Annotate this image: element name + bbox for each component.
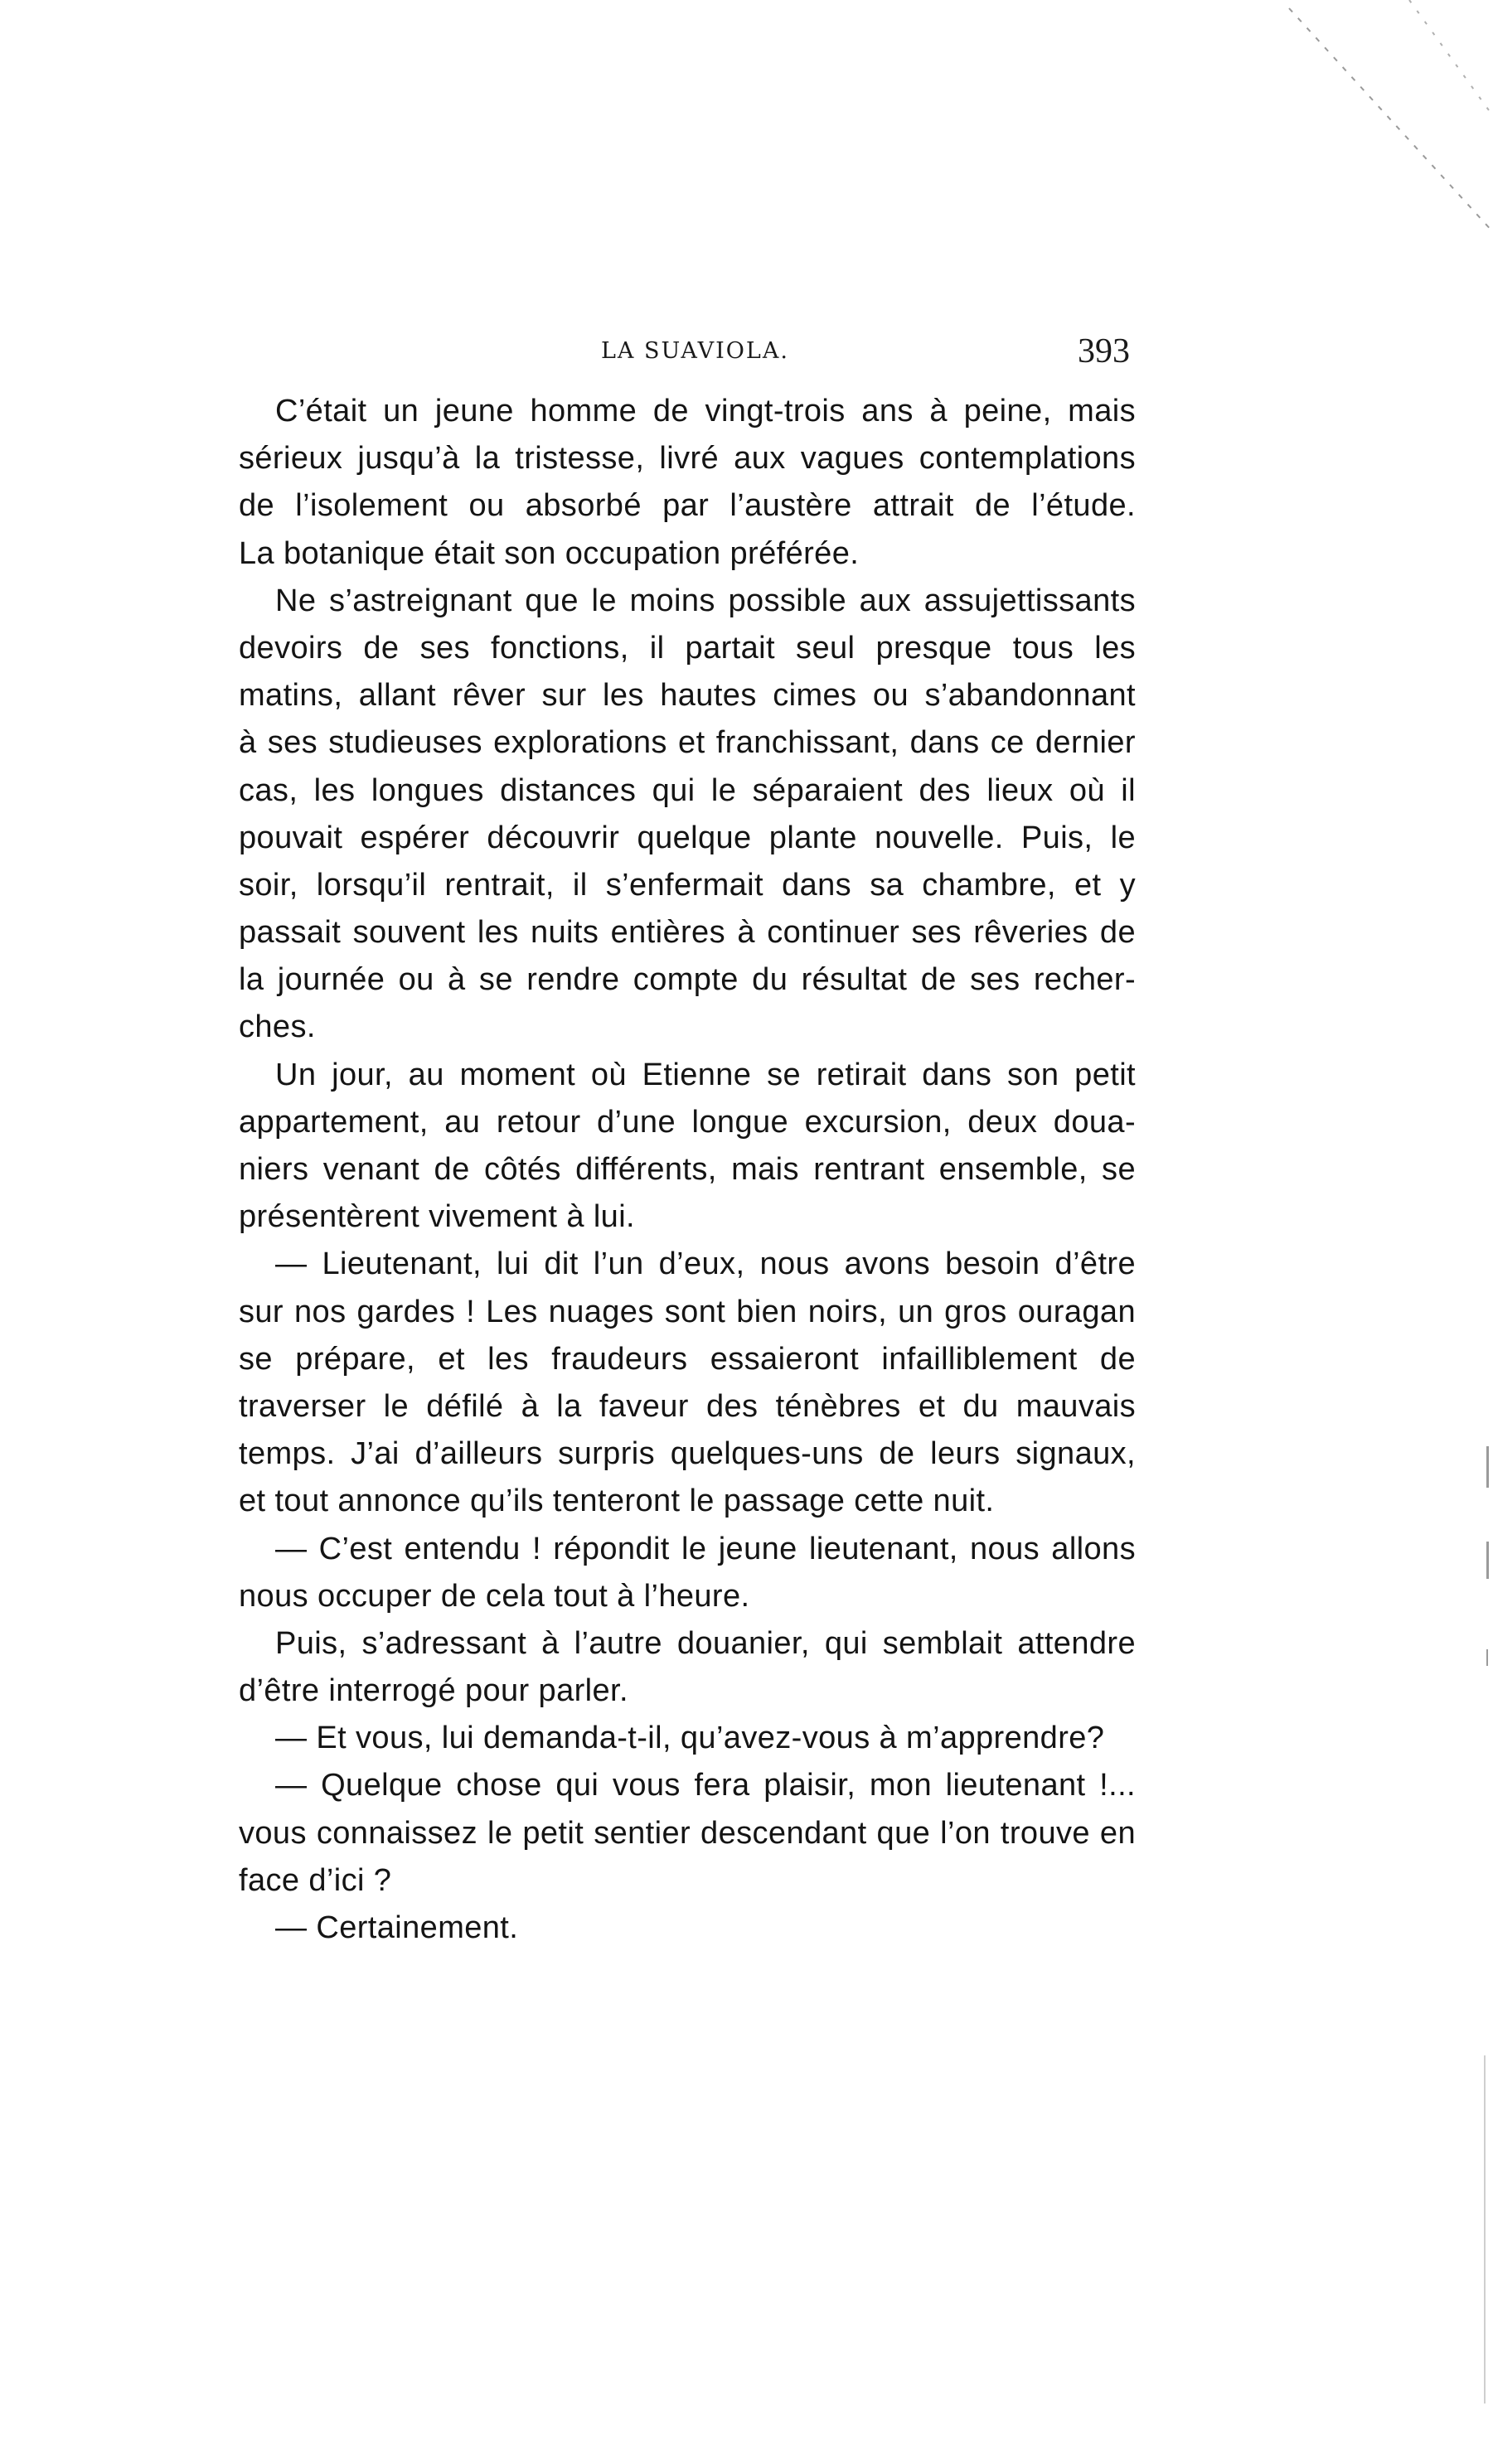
text-line: niers venant de côtés différents, mais rentrant ensemble, se bbox=[239, 1152, 1136, 1187]
text-line: présentèrent vivement à lui. bbox=[239, 1199, 635, 1235]
text-line: — Certainement. bbox=[275, 1910, 519, 1945]
scan-artifact-mark bbox=[1486, 1542, 1489, 1579]
paragraph bbox=[239, 578, 1136, 1052]
text-line: d’être interrogé pour parler. bbox=[239, 1673, 628, 1709]
paragraph bbox=[239, 1620, 1136, 1715]
text-line: ches. bbox=[239, 1009, 316, 1045]
text-line: Puis, s’adressant à l’autre douanier, qui semblait attendre bbox=[275, 1625, 1136, 1661]
text-line: devoirs de ses fonctions, il partait seul presque tous les bbox=[239, 630, 1136, 666]
text-line: vous connaissez le petit sentier descendant que l’on trouve en bbox=[239, 1815, 1136, 1851]
paragraph bbox=[239, 1052, 1136, 1242]
paragraph bbox=[239, 1905, 1136, 1952]
text-line: — C’est entendu ! répondit le jeune lieutenant, nous allons bbox=[275, 1531, 1136, 1566]
text-line: matins, allant rêver sur les hautes cimes ou s’abandonnant bbox=[239, 678, 1136, 714]
text-line: — Et vous, lui demanda-t-il, qu’avez-vous à m’apprendre? bbox=[275, 1721, 1105, 1756]
text-line: nous occuper de cela tout à l’heure. bbox=[239, 1578, 750, 1614]
text-line: traverser le défilé à la faveur des ténèbres et du mauvais bbox=[239, 1388, 1136, 1424]
page-number: 393 bbox=[1078, 332, 1130, 370]
text-line: sérieux jusqu’à la tristesse, livré aux vagues contemplations bbox=[239, 441, 1136, 477]
running-head bbox=[0, 332, 1493, 373]
text-line: se prépare, et les fraudeurs essaieront infailliblement de bbox=[239, 1341, 1136, 1377]
text-line: cas, les longues distances qui le séparaient des lieux où il bbox=[239, 772, 1136, 808]
text-line: passait souvent les nuits entières à continuer ses rêveries de bbox=[239, 915, 1136, 951]
text-line: — Lieutenant, lui dit l’un d’eux, nous avons besoin d’être bbox=[275, 1247, 1136, 1282]
text-line: pouvait espérer découvrir quelque plante nouvelle. Puis, le bbox=[239, 820, 1136, 855]
paragraph bbox=[239, 1715, 1136, 1762]
text-line: Un jour, au moment où Etienne se retirait dans son petit bbox=[275, 1057, 1136, 1092]
scan-artifact-mark bbox=[1486, 1649, 1488, 1666]
body-text bbox=[239, 388, 1136, 1952]
paragraph bbox=[239, 1241, 1136, 1525]
text-line: Ne s’astreignant que le moins possible aux assujettissants bbox=[275, 583, 1136, 618]
text-line: temps. J’ai d’ailleurs surpris quelques-uns de leurs signaux, bbox=[239, 1436, 1136, 1472]
paragraph bbox=[239, 388, 1136, 578]
text-line: sur nos gardes ! Les nuages sont bien noirs, un gros ouragan bbox=[239, 1294, 1136, 1329]
scan-artifact-mark bbox=[1484, 2055, 1486, 2403]
text-line: et tout annonce qu’ils tenteront le passage cette nuit. bbox=[239, 1484, 995, 1519]
text-line: face d’ici ? bbox=[239, 1862, 392, 1898]
text-line: La botanique était son occupation préférée. bbox=[239, 535, 860, 571]
text-line: — Quelque chose qui vous fera plaisir, mon lieutenant !... bbox=[275, 1768, 1136, 1803]
text-line: de l’isolement ou absorbé par l’austère attrait de l’étude. bbox=[239, 488, 1136, 524]
text-line: C’était un jeune homme de vingt-trois ans à peine, mais bbox=[275, 394, 1136, 428]
text-line: à ses studieuses explorations et franchissant, dans ce dernier bbox=[239, 725, 1136, 761]
text-line: soir, lorsqu’il rentrait, il s’enfermait dans sa chambre, et y bbox=[239, 867, 1136, 903]
running-title: LA SUAVIOLA. bbox=[601, 338, 789, 364]
text-line: la journée ou à se rendre compte du résultat de ses recher- bbox=[239, 962, 1136, 998]
paragraph bbox=[239, 1762, 1136, 1905]
scan-artifact-mark bbox=[1486, 1446, 1489, 1488]
text-line: appartement, au retour d’une longue excursion, deux doua- bbox=[239, 1104, 1136, 1140]
paragraph bbox=[239, 1526, 1136, 1620]
